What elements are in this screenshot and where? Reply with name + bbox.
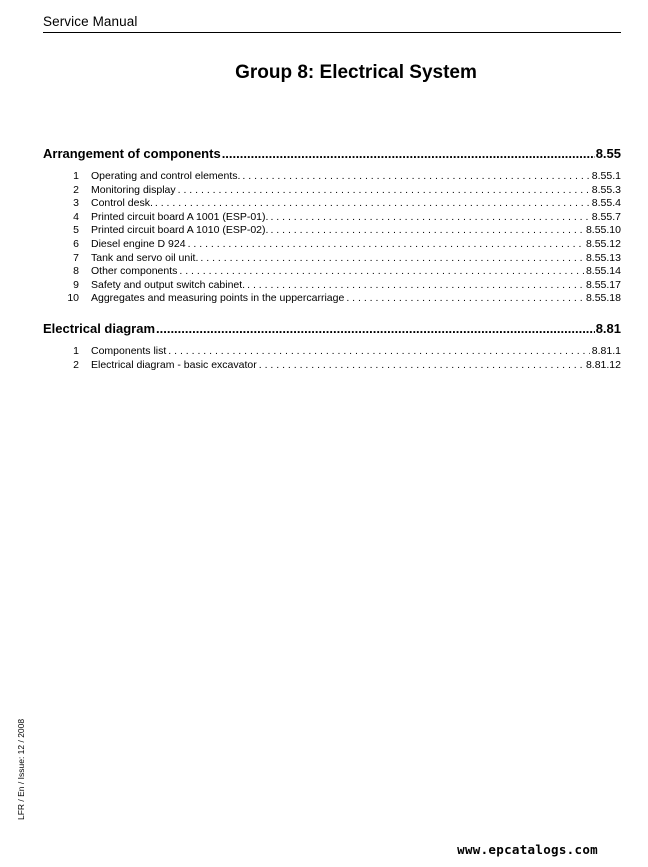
entry-page: 8.55.3 [591,183,621,196]
entry-number: 1 [73,170,79,182]
dot-leader [188,238,584,250]
dot-leader [222,146,595,161]
entry-title: Electrical diagram - basic excavator [91,358,257,371]
entry-title: Monitoring display [91,183,176,196]
entry-title: Components list [91,345,167,357]
entry-page: 8.55.12 [585,237,621,250]
entry-number: 6 [73,237,79,250]
toc-entry[interactable] [43,224,621,238]
header-divider [43,32,621,33]
watermark: www.epcatalogs.com [457,842,598,857]
entry-number: 3 [73,197,79,210]
toc-entry[interactable] [43,238,621,252]
entry-page: 8.55.1 [591,170,621,182]
toc-entry[interactable] [43,345,621,359]
section-heading-electrical-diagram[interactable] [43,321,621,339]
toc-entry[interactable] [43,279,621,293]
entry-title: Tank and servo oil unit. [91,251,199,264]
entry-page: 8.55.7 [591,210,621,223]
entry-page: 8.81.12 [585,358,621,371]
entry-number: 10 [67,292,79,305]
entry-number: 2 [73,358,79,371]
header-title: Service Manual [43,14,138,29]
entry-number: 7 [73,251,79,264]
entry-number: 9 [73,278,79,291]
entry-page: 8.55.10 [585,224,621,237]
section-title: Arrangement of components [43,146,221,161]
dot-leader [270,224,584,236]
entry-title: Control desk. [91,197,153,210]
entry-number: 8 [73,265,79,278]
toc-entry[interactable] [43,184,621,198]
toc-entry[interactable] [43,359,621,373]
dot-leader [270,211,589,223]
toc-entry[interactable] [43,170,621,184]
dot-leader [200,252,584,264]
toc-entry[interactable] [43,292,621,306]
section-page: 8.81 [595,321,621,336]
entry-title: Operating and control elements. [91,170,241,182]
entry-page: 8.81.1 [591,345,621,357]
toc-list-electrical-diagram [43,345,621,372]
entry-title: Printed circuit board A 1001 (ESP-01). [91,210,269,223]
section-heading-arrangement[interactable] [43,146,621,164]
entry-page: 8.55.4 [591,197,621,210]
entry-number: 1 [73,345,79,357]
issue-note: LFR / En / Issue: 12 / 2008 [16,718,26,820]
toc-list-arrangement [43,170,621,306]
dot-leader [156,321,595,336]
entry-page: 8.55.18 [585,292,621,305]
dot-leader [179,265,584,277]
entry-number: 2 [73,183,79,196]
entry-title: Aggregates and measuring points in the uppercarriage [91,292,345,305]
section-title: Electrical diagram [43,321,155,336]
entry-page: 8.55.13 [585,251,621,264]
entry-number: 4 [73,210,79,223]
entry-number: 5 [73,224,79,237]
toc-entry[interactable] [43,265,621,279]
dot-leader [346,292,584,304]
toc-entry[interactable] [43,252,621,266]
entry-title: Other components [91,265,178,278]
dot-leader [155,197,590,209]
entry-title: Diesel engine D 924 [91,237,186,250]
entry-page: 8.55.17 [585,278,621,291]
dot-leader [247,279,584,291]
dot-leader [178,184,590,196]
dot-leader [168,345,590,357]
toc-entry[interactable] [43,211,621,225]
entry-title: Safety and output switch cabinet. [91,278,246,291]
entry-title: Printed circuit board A 1010 (ESP-02). [91,224,269,237]
entry-page: 8.55.14 [585,265,621,278]
group-title: Group 8: Electrical System [235,62,477,83]
dot-leader [242,170,589,182]
dot-leader [259,359,584,371]
section-page: 8.55 [595,146,621,161]
toc-entry[interactable] [43,197,621,211]
